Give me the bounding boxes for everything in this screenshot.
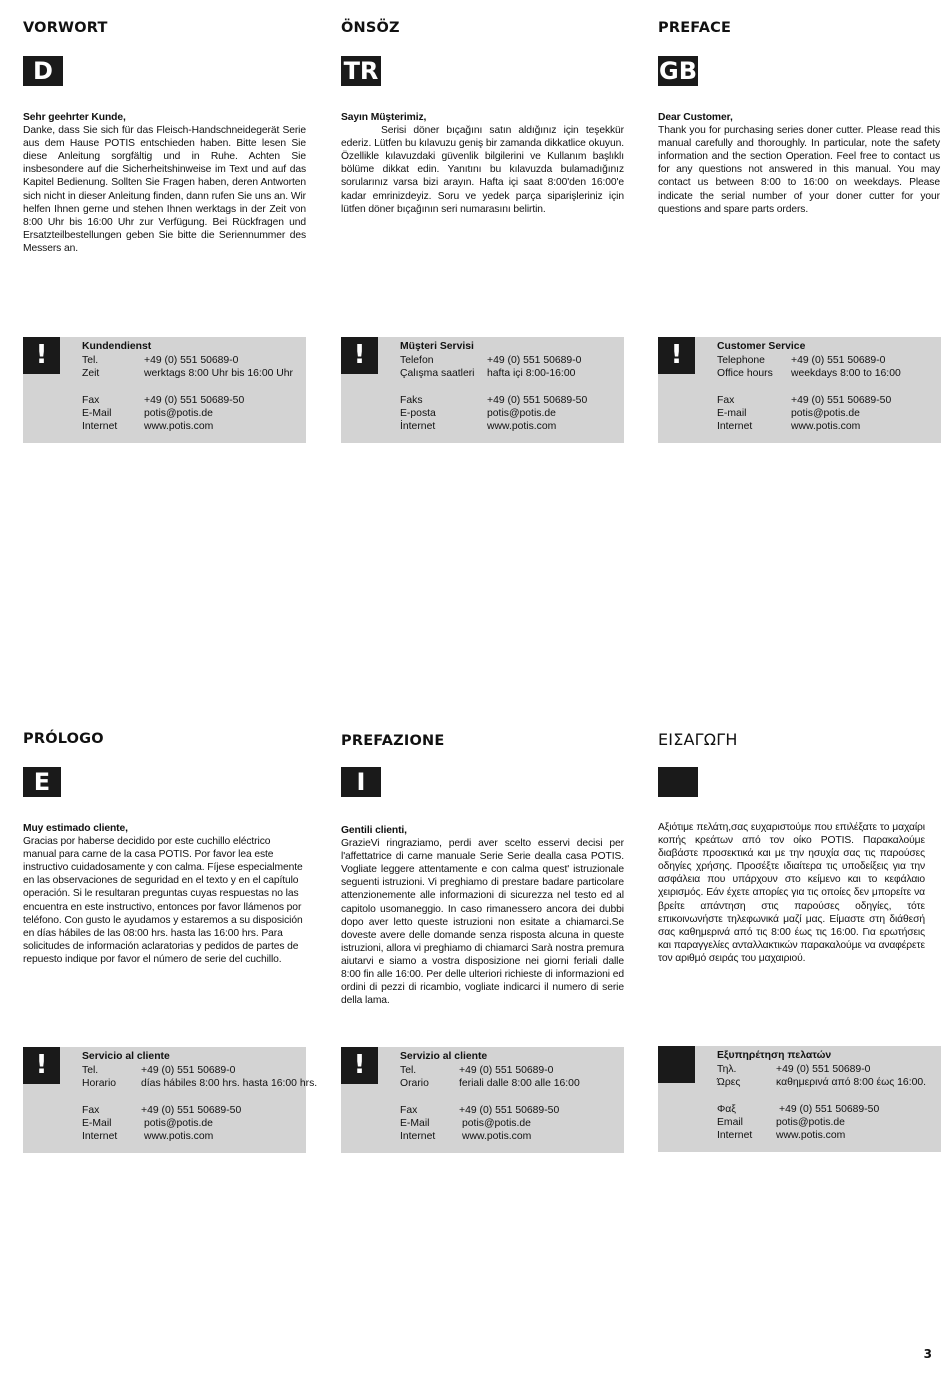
row-label: Email bbox=[717, 1117, 743, 1128]
service-box bbox=[341, 1047, 624, 1153]
language-badge bbox=[658, 767, 698, 797]
row-label: E-Mail bbox=[400, 1118, 430, 1129]
row-value: +49 (0) 551 50689-50 bbox=[141, 1105, 242, 1116]
section-heading: ÖNSÖZ bbox=[341, 20, 400, 36]
language-badge: GB bbox=[659, 57, 697, 85]
section-body bbox=[658, 821, 925, 965]
language-badge: E bbox=[23, 767, 61, 797]
warning-icon: ! bbox=[23, 1047, 60, 1084]
row-label: Fax bbox=[400, 1105, 418, 1116]
service-row bbox=[82, 395, 245, 406]
row-label: E-mail bbox=[717, 408, 747, 419]
section-body bbox=[23, 111, 306, 255]
section-heading: PREFAZIONE bbox=[341, 733, 445, 749]
row-label: Τηλ. bbox=[717, 1064, 737, 1075]
language-badge: I bbox=[341, 767, 381, 797]
section-body bbox=[658, 111, 940, 216]
row-value: potis@potis.de bbox=[462, 1118, 531, 1129]
row-value: werktags 8:00 Uhr bis 16:00 Uhr bbox=[144, 368, 294, 379]
row-label: Telephone bbox=[717, 355, 765, 366]
greeting: Dear Customer, bbox=[658, 112, 733, 123]
service-title: Customer Service bbox=[717, 341, 806, 352]
page-number: 3 bbox=[923, 1347, 932, 1361]
row-value: potis@potis.de bbox=[487, 408, 556, 419]
row-value: +49 (0) 551 50689-0 bbox=[141, 1065, 236, 1076]
row-label: Office hours bbox=[717, 368, 773, 379]
row-value: +49 (0) 551 50689-50 bbox=[144, 395, 245, 406]
service-row bbox=[82, 1078, 318, 1089]
service-row bbox=[400, 408, 556, 419]
row-value: weekdays 8:00 to 16:00 bbox=[791, 368, 901, 379]
row-label: Tel. bbox=[82, 1065, 99, 1076]
service-row bbox=[400, 1118, 531, 1129]
row-label: Çalışma saatleri bbox=[400, 368, 475, 379]
service-box bbox=[23, 1047, 318, 1153]
section-heading: PREFACE bbox=[658, 20, 732, 36]
row-value: +49 (0) 551 50689-50 bbox=[779, 1104, 880, 1115]
language-badge: D bbox=[23, 56, 63, 86]
service-title: Εξυπηρέτηση πελατών bbox=[717, 1050, 832, 1061]
row-value: potis@potis.de bbox=[144, 408, 213, 419]
row-label: Tel. bbox=[82, 355, 99, 366]
service-row bbox=[717, 421, 861, 432]
row-label: Tel. bbox=[400, 1065, 417, 1076]
row-label: E-Mail bbox=[82, 408, 112, 419]
body-text: Gracias por haberse decidido por este cuchillo eléctrico manual para carne de la casa POTIS. Por favor lea este instructivo cuidadosamente y con calma. Fíjese especialmente en las observaciones de seguridad en el texto y en el capítulo operación. Si le resultaran preguntas cuyas respuestas no las encuentra en este instructivo, entonces por favor llámenos por teléfono. Con gusto le ayudamos y estaremos a su disposición en días hábiles de las 08:00 hrs. hasta las 16:00 hrs. Para solicitudes de información aclaratorias y pedidos de partes de repuesto indique por favor el número de serie del cuchillo. bbox=[23, 836, 303, 965]
service-box bbox=[658, 1046, 941, 1152]
body-text: Serisi döner bıçağını satın aldığınız için teşekkür ederiz. Lütfen bu kılavuzu geniş bir zamanda dikkatlice okuyun. Özellikle kılavuzdaki güvenlik bilgilerini ve Kullanım başlıklı bölüme dikkat edin. Yanıtını bu kılavuzda bulamadığınız sorularınız varsa bizi arayın. Hafta içi saat 8:00'den 16:00'e kadar emrinizdeyiz. Soru ve yedek parça siparişleriniz için lütfen döner bıçağının seri numarasını belirtin. bbox=[341, 125, 624, 215]
body-text: Thank you for purchasing series doner cutter. Please read this manual carefully and thoroughly. In particular, note the safety information and the section Operation. Feel free to contact us for any questions not answered in this manual. You may contact us between 8:00 to 16:00 on weekdays. Please indicate the serial number of your doner cutter for your questions and spare parts orders. bbox=[658, 125, 940, 215]
row-value: días hábiles 8:00 hrs. hasta 16:00 hrs. bbox=[141, 1078, 318, 1089]
row-label: Zeit bbox=[82, 368, 100, 379]
row-value: +49 (0) 551 50689-0 bbox=[144, 355, 239, 366]
greeting: Sayın Müşterimiz, bbox=[341, 112, 427, 123]
row-label: Fax bbox=[82, 395, 100, 406]
service-row bbox=[82, 408, 213, 419]
row-value: +49 (0) 551 50689-0 bbox=[459, 1065, 554, 1076]
service-row bbox=[717, 1064, 871, 1075]
row-label: Internet bbox=[82, 1131, 118, 1142]
row-value: www.potis.com bbox=[776, 1130, 846, 1141]
service-title: Kundendienst bbox=[82, 341, 152, 352]
warning-icon: ! bbox=[341, 1047, 378, 1084]
body-text: Αξιότιμε πελάτη,σας ευχαριστούμε που επιλέξατε το μαχαίρι κοπής κρεάτων από τον οίκο POTIS. Παρακαλούμε διαβάστε προσεκτικά και με την ησυχία σας τις παρούσες οδηγίες χρήσης. Προσέξτε ιδιαίτερα τις υποδείξεις για την ασφάλεια που υπάρχουν στο κείμενο και το κεφάλαιο χειρισμός. Εάν έχετε απορίες για τις οποίες δεν μπορείτε να βρείτε απάντηση στις παρούσες οδηγίες, τότε επικοινωνήστε τηλεφωνικά μαζί μας. Είμαστε στη διάθεσή σας καθημερινά από τις 8:00 έως τις 16:00. Για ερωτήσεις και παραγγελίες ανταλλακτικών παρακαλούμε να αναφέρετε τον αριθμό σειράς του μαχαιριού. bbox=[658, 822, 925, 964]
row-value: www.potis.com bbox=[144, 1131, 214, 1142]
service-row bbox=[82, 368, 294, 379]
service-box bbox=[658, 337, 941, 443]
service-title: Servicio al cliente bbox=[82, 1051, 170, 1062]
row-label: Horario bbox=[82, 1078, 117, 1089]
service-row bbox=[400, 395, 588, 406]
row-value: +49 (0) 551 50689-50 bbox=[791, 395, 892, 406]
row-label: Internet bbox=[400, 1131, 436, 1142]
row-value: feriali dalle 8:00 alle 16:00 bbox=[459, 1078, 580, 1089]
greeting: Muy estimado cliente, bbox=[23, 823, 128, 834]
service-row bbox=[82, 1105, 242, 1116]
section-body bbox=[341, 824, 624, 1007]
service-row bbox=[400, 1131, 532, 1142]
row-label: Internet bbox=[82, 421, 118, 432]
service-title: Servizio al cliente bbox=[400, 1051, 488, 1062]
row-value: +49 (0) 551 50689-50 bbox=[487, 395, 588, 406]
service-row bbox=[82, 421, 214, 432]
row-value: potis@potis.de bbox=[791, 408, 860, 419]
service-row bbox=[400, 1078, 580, 1089]
service-row bbox=[82, 1065, 236, 1076]
section-heading: ΕΙΣΑΓΩΓΗ bbox=[658, 730, 738, 749]
row-label: İnternet bbox=[400, 421, 436, 432]
row-label: E-posta bbox=[400, 408, 436, 419]
row-value: καθημερινά από 8:00 έως 16:00. bbox=[776, 1077, 927, 1088]
service-row bbox=[82, 355, 239, 366]
row-value: www.potis.com bbox=[487, 421, 557, 432]
row-label: Internet bbox=[717, 421, 753, 432]
service-title: Müşteri Servisi bbox=[400, 341, 474, 352]
service-row bbox=[717, 368, 901, 379]
service-row bbox=[400, 1105, 560, 1116]
row-value: hafta içi 8:00-16:00 bbox=[487, 368, 576, 379]
service-row bbox=[717, 395, 892, 406]
row-value: +49 (0) 551 50689-50 bbox=[459, 1105, 560, 1116]
service-row bbox=[717, 1117, 845, 1128]
row-label: Ώρες bbox=[717, 1077, 741, 1088]
section-heading: PRÓLOGO bbox=[23, 731, 104, 747]
row-value: www.potis.com bbox=[791, 421, 861, 432]
row-label: Φαξ bbox=[717, 1104, 736, 1115]
service-row bbox=[400, 355, 582, 366]
section-body bbox=[23, 822, 303, 966]
service-row bbox=[717, 1077, 927, 1088]
section-body bbox=[341, 111, 624, 216]
service-row bbox=[717, 1130, 846, 1141]
service-box bbox=[23, 337, 306, 443]
service-row bbox=[82, 1131, 214, 1142]
row-label: Fax bbox=[717, 395, 735, 406]
language-badge: TR bbox=[341, 56, 381, 86]
row-value: potis@potis.de bbox=[144, 1118, 213, 1129]
warning-icon: ! bbox=[23, 337, 60, 374]
warning-icon: ! bbox=[341, 337, 378, 374]
service-box bbox=[341, 337, 624, 443]
service-row bbox=[400, 368, 576, 379]
row-label: Internet bbox=[717, 1130, 753, 1141]
greeting: Gentili clienti, bbox=[341, 825, 407, 836]
row-value: +49 (0) 551 50689-0 bbox=[776, 1064, 871, 1075]
service-row bbox=[717, 1104, 880, 1115]
service-row bbox=[717, 355, 886, 366]
row-label: Telefon bbox=[400, 355, 434, 366]
row-label: Fax bbox=[82, 1105, 100, 1116]
row-label: Orario bbox=[400, 1078, 429, 1089]
service-row bbox=[400, 421, 557, 432]
row-value: www.potis.com bbox=[462, 1131, 532, 1142]
section-heading: VORWORT bbox=[23, 20, 108, 36]
service-row bbox=[82, 1118, 213, 1129]
row-value: +49 (0) 551 50689-0 bbox=[487, 355, 582, 366]
body-text: GrazieVi ringraziamo, perdi aver scelto esservi decisi per l'affettatrice di carne manuale Serie Serie dealla casa POTIS. Vogliate leggere attentamente e con calma quest' istruzionale seguenti istruzioni. Vi preghiamo di prestare badare particolare attenzionemente alle informazioni di sicurezza nel testo ed al capitolo usomaneggio. In caso rimanessero ancora dei dubbi dopo aver letto queste istruzioni non esitate a chiamarci.Se doveste avere delle domande senza risposta alcuna in queste istruzioni, allora vi preghiamo di chiamarci Sarà nostra premura aiutarvi e siamo a vostra disposizione nei giorni feriali dalle 8:00 fin alle 16:00. Per delle ulteriori richieste di informazioni ed ordini di pezzi di ricambio, vogliate indicarci il numero di serie della lama. bbox=[341, 838, 624, 1007]
service-row bbox=[717, 408, 860, 419]
row-value: potis@potis.de bbox=[776, 1117, 845, 1128]
warning-icon bbox=[658, 1046, 695, 1083]
greeting: Sehr geehrter Kunde, bbox=[23, 112, 126, 123]
row-label: E-Mail bbox=[82, 1118, 112, 1129]
row-value: +49 (0) 551 50689-0 bbox=[791, 355, 886, 366]
body-text: Danke, dass Sie sich für das Fleisch-Handschneidegerät Serie aus dem Hause POTIS entschieden haben. Bitte lesen Sie diese Anleitung sorgfältig und in Ruhe. Achten Sie insbesondere auf die Sicherheitshinweise im Text und auf das Kapitel Bedienung. Sollten Sie Fragen haben, deren Antworten sich nicht in dieser Anleitung finden, dann rufen Sie uns an. Wir helfen Ihnen gerne und stehen Ihnen werktags in der Zeit von 8:00 Uhr bis 16:00 Uhr zur Verfügung. Bei Rückfragen und Ersatzteilbestellungen geben Sie bitte die Seriennummer des Messers an. bbox=[23, 125, 306, 254]
service-row bbox=[400, 1065, 554, 1076]
row-value: www.potis.com bbox=[144, 421, 214, 432]
warning-icon: ! bbox=[658, 337, 695, 374]
row-label: Faks bbox=[400, 395, 423, 406]
